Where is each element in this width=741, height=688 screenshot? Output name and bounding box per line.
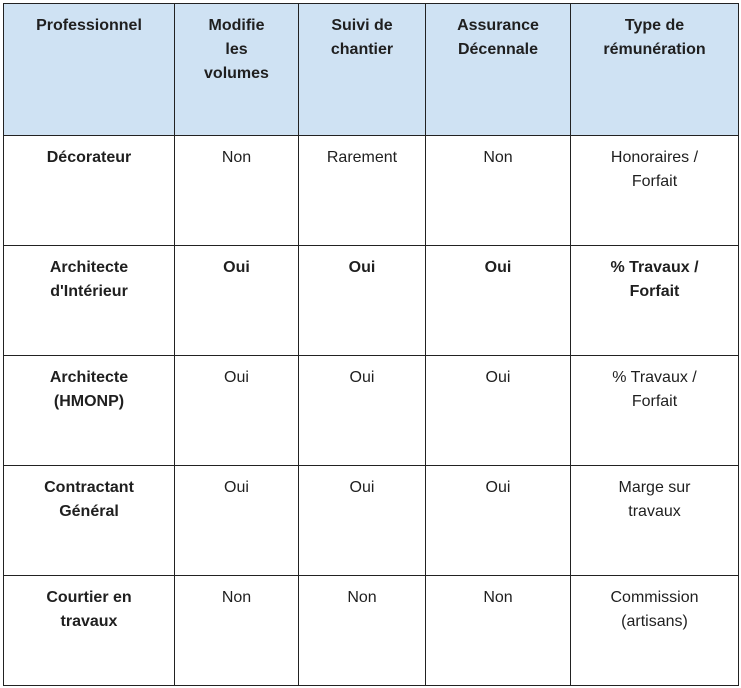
table-cell bbox=[175, 356, 299, 466]
table-cell bbox=[426, 246, 571, 356]
table-cell bbox=[299, 576, 426, 686]
cell-text: d'Intérieur bbox=[50, 283, 128, 300]
cell-text: Rarement bbox=[326, 149, 398, 166]
header-modifie-volumes bbox=[175, 4, 299, 136]
header-text: Modifie bbox=[208, 17, 265, 34]
cell-text: Général bbox=[59, 503, 119, 520]
cell-text: Forfait bbox=[631, 173, 678, 190]
table-cell bbox=[426, 136, 571, 246]
table-cell bbox=[571, 246, 739, 356]
cell-text: Oui bbox=[224, 369, 249, 386]
cell-text: Architecte bbox=[49, 259, 129, 276]
cell-text: travaux bbox=[628, 503, 681, 520]
cell-text: Oui bbox=[223, 259, 250, 276]
header-assurance-decennale bbox=[426, 4, 571, 136]
cell-text: Oui bbox=[349, 479, 375, 496]
header-text: Professionnel bbox=[36, 17, 142, 34]
table-cell bbox=[299, 136, 426, 246]
table-row bbox=[4, 136, 739, 246]
table-cell bbox=[571, 576, 739, 686]
header-text: rémunération bbox=[603, 41, 706, 58]
cell-text: Courtier en bbox=[46, 589, 132, 606]
cell-text: Oui bbox=[224, 479, 249, 496]
cell-text: Forfait bbox=[631, 393, 678, 410]
table-cell bbox=[175, 576, 299, 686]
table-cell bbox=[175, 136, 299, 246]
header-text: Suivi de bbox=[331, 17, 393, 34]
cell-text: Commission bbox=[610, 589, 699, 606]
table-cell bbox=[426, 356, 571, 466]
table-row bbox=[4, 576, 739, 686]
table-cell bbox=[299, 356, 426, 466]
cell-text: Oui bbox=[349, 369, 375, 386]
table-cell bbox=[299, 466, 426, 576]
cell-text: Oui bbox=[485, 479, 511, 496]
table-cell bbox=[571, 136, 739, 246]
comparison-table bbox=[3, 3, 739, 686]
cell-text: Contractant bbox=[44, 479, 134, 496]
cell-text: % Travaux / bbox=[610, 259, 699, 276]
header-text: Type de bbox=[624, 17, 685, 34]
header-row bbox=[4, 4, 739, 136]
professional-name-cell bbox=[4, 466, 175, 576]
cell-text: % Travaux / bbox=[612, 369, 697, 386]
header-text: chantier bbox=[330, 41, 394, 58]
table-row bbox=[4, 356, 739, 466]
header-professionnel bbox=[4, 4, 175, 136]
header-text: les bbox=[225, 41, 248, 58]
cell-text: Oui bbox=[484, 259, 512, 276]
cell-text: Oui bbox=[485, 369, 511, 386]
header-text: volumes bbox=[204, 65, 269, 82]
table-cell bbox=[299, 246, 426, 356]
cell-text: Honoraires / bbox=[610, 149, 699, 166]
cell-text: Non bbox=[347, 589, 377, 606]
cell-text: Marge sur bbox=[618, 479, 691, 496]
cell-text: (artisans) bbox=[621, 613, 688, 630]
table-cell bbox=[426, 576, 571, 686]
table-cell bbox=[175, 466, 299, 576]
header-suivi-chantier bbox=[299, 4, 426, 136]
header-text: Assurance bbox=[457, 17, 539, 34]
cell-text: Architecte bbox=[49, 369, 129, 386]
cell-text: Décorateur bbox=[46, 149, 132, 166]
professional-name-cell bbox=[4, 576, 175, 686]
cell-text: (HMONP) bbox=[53, 393, 125, 410]
header-text: Décennale bbox=[457, 41, 539, 58]
professional-name-cell bbox=[4, 136, 175, 246]
table-row bbox=[4, 246, 739, 356]
cell-text: Non bbox=[221, 589, 252, 606]
cell-text: Non bbox=[483, 149, 513, 166]
cell-text: Non bbox=[221, 149, 252, 166]
cell-text: Non bbox=[483, 589, 513, 606]
cell-text: travaux bbox=[60, 613, 118, 630]
header-type-remuneration bbox=[571, 4, 739, 136]
table-cell bbox=[571, 356, 739, 466]
cell-text: Forfait bbox=[629, 283, 680, 300]
cell-text: Oui bbox=[348, 259, 376, 276]
table-cell bbox=[175, 246, 299, 356]
professional-name-cell bbox=[4, 246, 175, 356]
professional-name-cell bbox=[4, 356, 175, 466]
table-row bbox=[4, 466, 739, 576]
table-cell bbox=[571, 466, 739, 576]
table-cell bbox=[426, 466, 571, 576]
